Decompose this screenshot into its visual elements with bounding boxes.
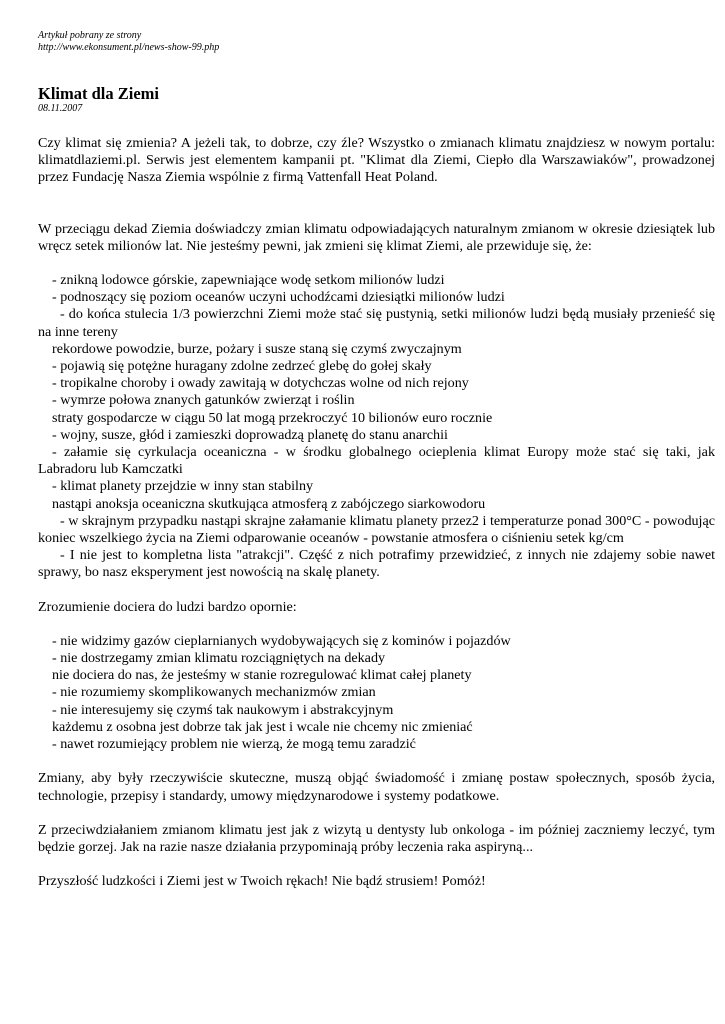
list-item: - nie widzimy gazów cieplarnianych wydobywających się z kominów i pojazdów [52, 632, 511, 649]
list-item: straty gospodarcze w ciągu 50 lat mogą przekroczyć 10 bilionów euro rocznie [52, 409, 493, 426]
source-label: Artykuł pobrany ze strony [38, 30, 142, 41]
list-item: - nie interesujemy się czymś tak naukowym i abstrakcyjnym [52, 701, 394, 718]
source-url: http://www.ekonsument.pl/news-show-99.php [38, 42, 220, 53]
list-item: - podnoszący się poziom oceanów uczyni uchodźcami dziesiątki milionów ludzi [52, 289, 505, 306]
list-item: - znikną lodowce górskie, zapewniające wodę setkom milionów ludzi [52, 272, 445, 289]
dentist-paragraph: Z przeciwdziałaniem zmianom klimatu jest jak z wizytą u dentysty lub onkologa - im później zaczniemy leczyć, tym będzie gorzej. Jak na razie nasze działania przypominają próby leczenia raka aspiryną... [38, 821, 715, 855]
forecast-paragraph: W przeciągu dekad Ziemia doświadczy zmian klimatu odpowiadających naturalnym zmianom w okresie dziesiątek lub wręcz setek milionów lat. Nie jesteśmy pewni, jak zmieni się klimat Ziemi, ale przewiduje się, że: [38, 220, 715, 254]
list-item: - wymrze połowa znanych gatunków zwierząt i roślin [52, 392, 355, 409]
list-item: - klimat planety przejdzie w inny stan stabilny [52, 478, 314, 495]
list-item: - I nie jest to kompletna lista "atrakcji". Część z nich potrafimy przewidzieć, z innych nie zdajemy sobie nawet sprawy, bo nasz eksperyment jest nowością na skalę planety. [38, 547, 715, 581]
article-title: Klimat dla Ziemi [38, 84, 159, 103]
list-item: - pojawią się potężne huragany zdolne zedrzeć glebę do gołej skały [52, 358, 432, 375]
effects-list [38, 272, 715, 582]
list-item: - tropikalne choroby i owady zawitają w dotychczas wolne od nich rejony [52, 375, 469, 392]
list-item: - nie rozumiemy skomplikowanych mechanizmów zmian [52, 684, 376, 701]
reasons-list [38, 633, 715, 753]
closing-paragraph: Przyszłość ludzkości i Ziemi jest w Twoich rękach! Nie bądź strusiem! Pomóż! [38, 873, 486, 890]
list-item: - w skrajnym przypadku nastąpi skrajne załamanie klimatu planety przez2 i temperaturze ponad 300°C - powodując koniec wszelkiego życia na Ziemi odparowanie oceanów - powstanie atmosfera o ciśnieniu setek kg/cm [38, 512, 715, 547]
list-item: - nie dostrzegamy zmian klimatu rozciągniętych na dekady [52, 650, 386, 667]
list-item: - do końca stulecia 1/3 powierzchni Ziemi może stać się pustynią, setki milionów ludzi będą musiały przenieść się na inne tereny [38, 306, 715, 340]
list-item: rekordowe powodzie, burze, pożary i susze staną się czymś zwyczajnym [52, 340, 462, 357]
list-item: nastąpi anoksja oceaniczna skutkująca atmosferą z zabójczego siarkowodoru [52, 495, 486, 512]
article-body [38, 135, 715, 890]
document-page [38, 30, 715, 890]
list-item: - załamie się cyrkulacja oceaniczna - w środku globalnego ocieplenia klimat Europy może stać się taki, jak Labradoru lub Kamczatki [38, 444, 715, 478]
list-item: każdemu z osobna jest dobrze tak jak jest i wcale nie chcemy nic zmieniać [52, 718, 473, 735]
source-header [38, 30, 715, 54]
intro-paragraph: Czy klimat się zmienia? A jeżeli tak, to dobrze, czy źle? Wszystko o zmianach klimatu znajdziesz w nowym portalu: klimatdlaziemi.pl. Serwis jest elementem kampanii pt. "Klimat dla Ziemi, Ciepło dla Warszawiaków", prowadzonej przez Fundację Nasza Ziemia wspólnie z firmą Vattenfall Heat Poland. [38, 135, 715, 186]
list-item: - wojny, susze, głód i zamieszki doprowadzą planetę do stanu anarchii [52, 426, 448, 443]
list-item: nie dociera do nas, że jesteśmy w stanie rozregulować klimat całej planety [52, 667, 472, 684]
list-item: - nawet rozumiejący problem nie wierzą, że mogą temu zaradzić [52, 736, 416, 753]
changes-paragraph: Zmiany, aby były rzeczywiście skuteczne, muszą objąć świadomość i zmianę postaw społecznych, sposób życia, technologie, przepisy i standardy, umowy międzynarodowe i systemy podatkowe. [38, 770, 715, 804]
understanding-paragraph: Zrozumienie dociera do ludzi bardzo opornie: [38, 598, 297, 615]
article-date: 08.11.2007 [38, 103, 83, 114]
